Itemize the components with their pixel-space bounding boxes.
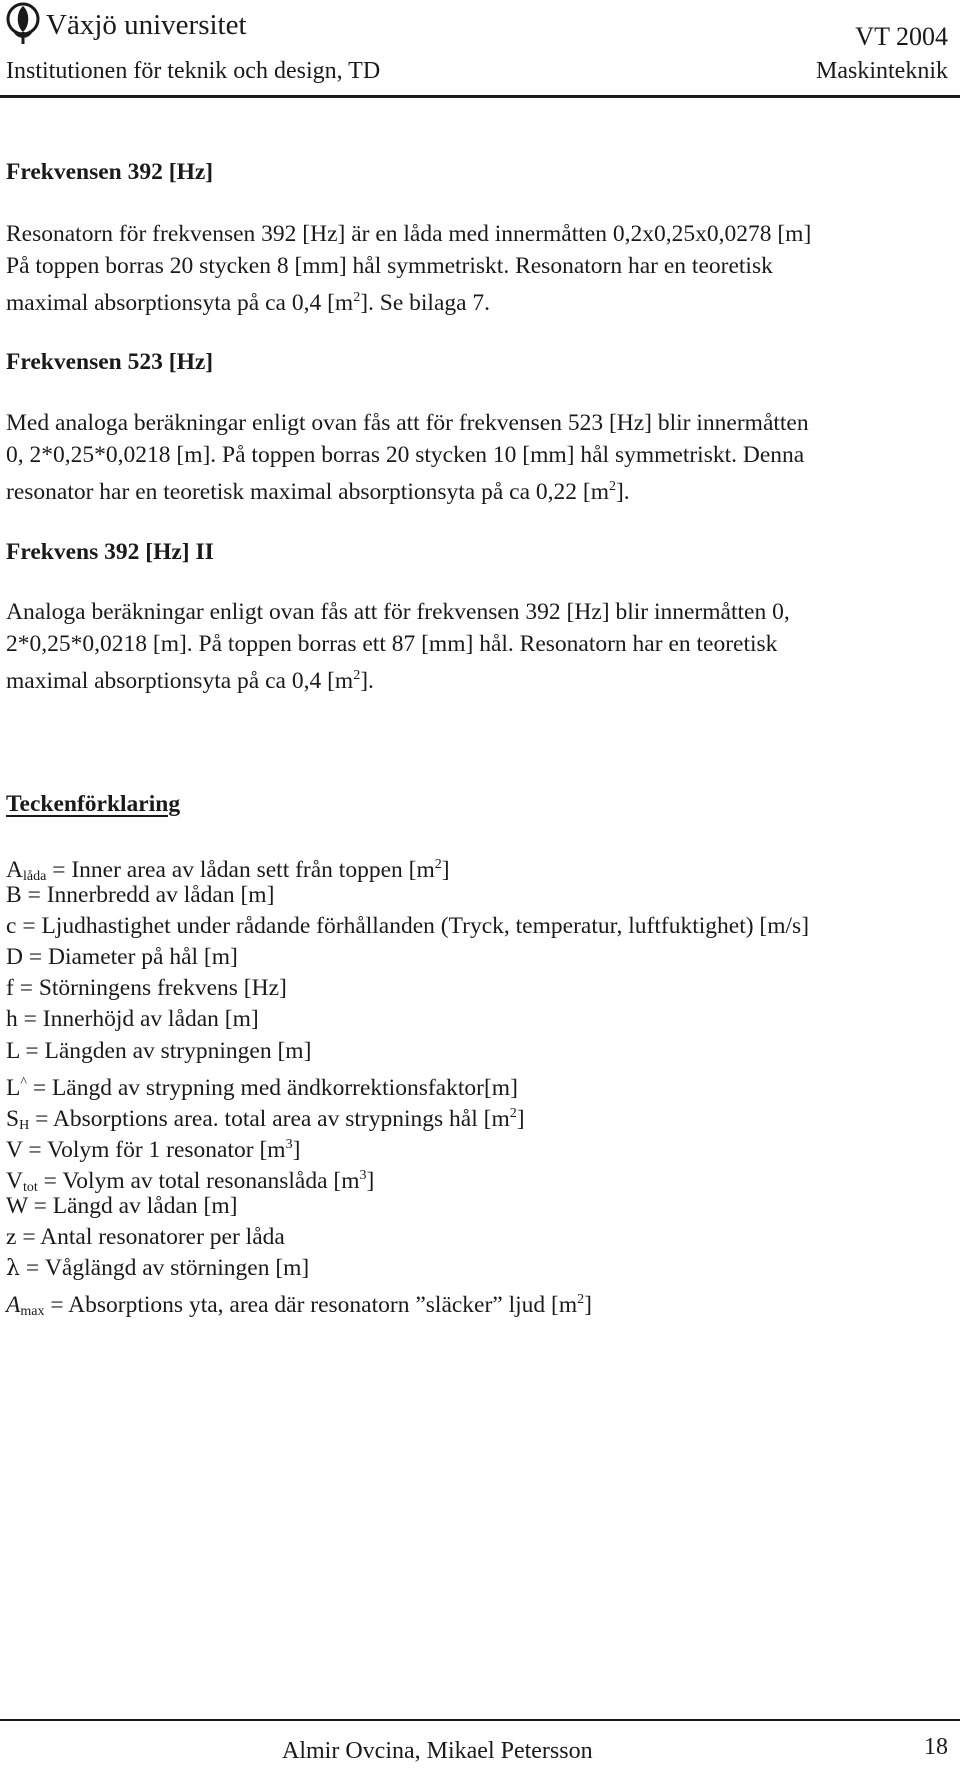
institution-name: Institutionen för teknik och design, TD xyxy=(6,58,381,84)
page-number: 18 xyxy=(924,1734,948,1760)
section-text-392-ii xyxy=(6,596,956,697)
department-name: Maskinteknik xyxy=(816,58,948,84)
header-divider xyxy=(0,95,960,98)
footer-authors: Almir Ovcina, Mikael Petersson xyxy=(282,1738,593,1764)
text-line: maximal absorptionsyta på ca 0,4 $[m^2]$. Se bilaga 7. xyxy=(6,289,491,316)
university-name: Växjö universitet xyxy=(46,9,247,41)
section-text-523 xyxy=(6,407,956,508)
legend-item: $A_{max}$ = Absorptions yta, area där resonatorn ”släcker” ljud $[m^2]$ xyxy=(6,1292,592,1320)
legend-item: B = Innerbredd av lådan [m] xyxy=(6,882,275,909)
symbol-legend-list xyxy=(6,849,956,1320)
text-line: Med analoga beräkningar enligt ovan fås att för frekvensen 523 [Hz] blir innermåtten xyxy=(6,410,809,436)
legend-item: z = Antal resonatorer per låda xyxy=(6,1224,285,1251)
legend-item: W = Längd av lådan [m] xyxy=(6,1193,238,1220)
legend-item: L = Längden av strypningen [m] xyxy=(6,1037,312,1064)
text-line: maximal absorptionsyta på ca 0,4 $[m^2]$. xyxy=(6,667,374,694)
page-header xyxy=(0,0,960,100)
legend-item: λ = Våglängd av störningen [m] xyxy=(6,1255,310,1282)
section-text-392 xyxy=(6,218,956,319)
section-heading-392-ii: Frekvens 392 [Hz] II xyxy=(6,539,214,565)
text-line: resonator har en teoretisk maximal absorptionsyta på ca 0,22 $[m^2]$. xyxy=(6,478,630,505)
section-heading-392: Frekvensen 392 [Hz] xyxy=(6,159,214,185)
text-line: Resonatorn för frekvensen 392 [Hz] är en låda med innermåtten 0,2x0,25x0,0278 [m] xyxy=(6,221,812,247)
legend-item: c = Ljudhastighet under rådande förhållanden (Tryck, temperatur, luftfuktighet) [m/s] xyxy=(6,913,810,940)
legend-item: $A_{låda}$ = Inner area av lådan sett från toppen $[m^2]$ xyxy=(6,857,450,884)
text-line: På toppen borras 20 stycken 8 [mm] hål symmetriskt. Resonatorn har en teoretisk xyxy=(6,253,773,279)
university-logo-icon xyxy=(6,2,40,46)
legend-item: $S_H$ = Absorptions area. total area av strypnings hål $[m^2]$ xyxy=(6,1105,525,1133)
legend-item: f = Störningens frekvens [Hz] xyxy=(6,975,287,1002)
section-heading-523: Frekvensen 523 [Hz] xyxy=(6,349,214,375)
legend-item: D = Diameter på hål [m] xyxy=(6,944,238,971)
legend-item: $V_{tot}$ = Volym av total resonanslåda $[m^3]$ xyxy=(6,1167,375,1195)
legend-heading: Teckenförklaring xyxy=(6,791,181,817)
footer-divider xyxy=(0,1719,960,1721)
text-line: 2*0,25*0,0218 [m]. På toppen borras ett 87 [mm] hål. Resonatorn har en teoretisk xyxy=(6,631,778,657)
text-line: Analoga beräkningar enligt ovan fås att för frekvensen 392 [Hz] blir innermåtten 0, xyxy=(6,599,790,625)
legend-item: h = Innerhöjd av lådan [m] xyxy=(6,1006,259,1033)
term-label: VT 2004 xyxy=(855,22,948,51)
legend-item: V = Volym för 1 resonator $[m^3]$ xyxy=(6,1136,301,1163)
text-line: 0, 2*0,25*0,0218 [m]. På toppen borras 20 stycken 10 [mm] hål symmetriskt. Denna xyxy=(6,442,805,468)
legend-item: L^ = Längd av strypning med ändkorrektionsfaktor[m] xyxy=(6,1074,518,1101)
